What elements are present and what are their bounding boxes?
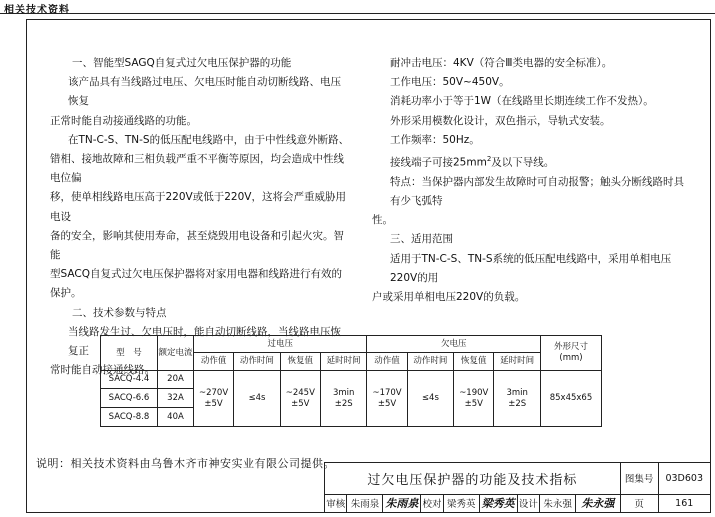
paragraph-line: 户或采用单相电压220V的负载。 [372, 290, 526, 303]
check-label: 校对 [421, 494, 443, 512]
tolerance-line: ±5V [291, 398, 310, 409]
spec-line: 消耗功率小于等于1W（在线路里长期连续工作不发热）。 [390, 95, 654, 108]
right-column [372, 54, 690, 307]
paragraph-line: 型SACQ自复式过欠电压保护器将对家用电器和线路进行有效的保护。 [50, 268, 342, 300]
paragraph-line: 备的安全，影响其使用寿命，甚至烧毁用电设备和引起火灾。智能 [50, 229, 344, 262]
current-cell: 40A [158, 408, 194, 427]
header-rule [0, 13, 715, 14]
over-delay-time [320, 371, 367, 427]
sub-header: 恢复值 [454, 353, 494, 371]
spec-line-terminal [372, 150, 690, 173]
header-label: 相关技术资料 [4, 5, 70, 16]
paragraph-line: 适用于TN-C-S、TN-S系统的低压配电线路中，采用单相电压220V的用 [390, 252, 672, 284]
checker-name: 梁秀英 [443, 494, 479, 512]
sub-header: 动作时间 [234, 353, 281, 371]
section-1-title: 一、智能型SAGQ自复式过欠电压保护器的功能 [72, 57, 292, 69]
spec-line: 特点：当保护器内部发生故障时可自动报警；触头分断线路时具有少飞弧特 [390, 175, 684, 207]
spec-text: 及以下导线。 [491, 156, 555, 169]
model-cell: SACQ-8.8 [101, 408, 158, 427]
value-line: ~170V [372, 387, 402, 398]
tolerance-line: ±5V [377, 398, 397, 409]
over-action-value [194, 371, 234, 427]
sub-header: 延时时间 [494, 353, 541, 371]
value-line: 3min [332, 387, 355, 398]
under-voltage-header: 欠电压 [367, 336, 541, 353]
footnote: 说明：相关技术资料由乌鲁木齐市神安实业有限公司提供。 [36, 457, 335, 470]
model-cell: SACQ-4.4 [101, 371, 158, 389]
tolerance-line: ±5V [464, 398, 483, 409]
current-cell: 20A [158, 371, 194, 389]
spec-text: 接线端子可接25mm [390, 156, 487, 169]
paragraph-line: 正常时能自动接通线路的功能。 [50, 114, 197, 127]
paragraph-line: 常时能自动接通线路。 [50, 364, 155, 377]
drawing-title: 过欠电压保护器的功能及技术指标 [325, 463, 621, 495]
paragraph-line: 在TN-C-S、TN-S的低压配电线路中，由于中性线意外断路、 [68, 133, 350, 146]
spec-line: 外形采用模数化设计，双色指示，导轨式安装。 [390, 114, 611, 127]
tolerance-line: ±2S [508, 398, 527, 409]
reviewer-name: 朱雨泉 [347, 494, 383, 512]
size-value: 85x45x65 [541, 371, 602, 427]
size-header-line: 外形尺寸 [553, 342, 588, 352]
reviewer-signature: 朱雨泉 [383, 494, 421, 512]
designer-signature: 朱永强 [576, 494, 621, 512]
spec-line: 工作电压：50V~450V。 [390, 76, 510, 89]
spec-line: 性。 [372, 214, 393, 227]
review-label: 审核 [325, 494, 347, 512]
over-action-time: ≤4s [234, 371, 281, 427]
spec-line: 耐冲击电压：4KV（符合Ⅲ类电器的安全标准）。 [390, 57, 613, 69]
checker-signature: 梁秀英 [479, 494, 517, 512]
spec-table [100, 335, 602, 427]
paragraph-line: 当线路发生过、欠电压时，能自动切断线路，当线路电压恢复正 [68, 325, 341, 358]
sub-header: 延时时间 [320, 353, 367, 371]
model-cell: SACQ-6.6 [101, 389, 158, 408]
over-recover-value [280, 371, 320, 427]
model-header: 型 号 [101, 336, 158, 371]
value-line: ~270V [198, 387, 229, 398]
paragraph-line: 错相、接地故障和三相负载严重不平衡等原因，均会造成中性线电位偏 [50, 153, 344, 185]
sub-header: 动作时间 [407, 353, 454, 371]
page-label: 页 [620, 494, 658, 512]
over-voltage-header: 过电压 [194, 336, 367, 353]
sub-header: 动作值 [367, 353, 407, 371]
value-line: ~190V [459, 387, 489, 398]
left-column [50, 54, 350, 380]
atlas-number: 03D603 [658, 463, 711, 495]
paragraph-line: 移，使单相线路电压高于220V或低于220V，这将会严重威胁用电设 [50, 191, 346, 223]
page-number: 161 [658, 494, 711, 512]
designer-name: 朱永强 [540, 494, 576, 512]
value-line: 3min [506, 387, 528, 398]
design-label: 设计 [517, 494, 539, 512]
under-action-value [367, 371, 407, 427]
tolerance-line: ±5V [204, 398, 223, 409]
size-header [541, 336, 602, 371]
title-block [324, 462, 711, 513]
section-3-title: 三、适用范围 [390, 233, 453, 246]
size-header-unit: (mm) [559, 353, 583, 363]
value-line: ~245V [285, 387, 315, 398]
under-action-time: ≤4s [407, 371, 454, 427]
current-cell: 32A [158, 389, 194, 408]
sub-header: 恢复值 [280, 353, 320, 371]
under-delay-time [494, 371, 541, 427]
spec-line: 工作频率：50Hz。 [390, 133, 480, 146]
section-2-title: 二、技术参数与特点 [72, 306, 167, 319]
sub-header: 动作值 [194, 353, 234, 371]
current-header: 额定电流 [158, 336, 194, 371]
under-recover-value [454, 371, 494, 427]
paragraph-line: 该产品具有当线路过电压、欠电压时能自动切断线路、电压恢复 [68, 76, 341, 108]
tolerance-line: ±2S [334, 398, 353, 409]
atlas-label: 图集号 [620, 463, 658, 495]
superscript: 2 [486, 155, 492, 164]
